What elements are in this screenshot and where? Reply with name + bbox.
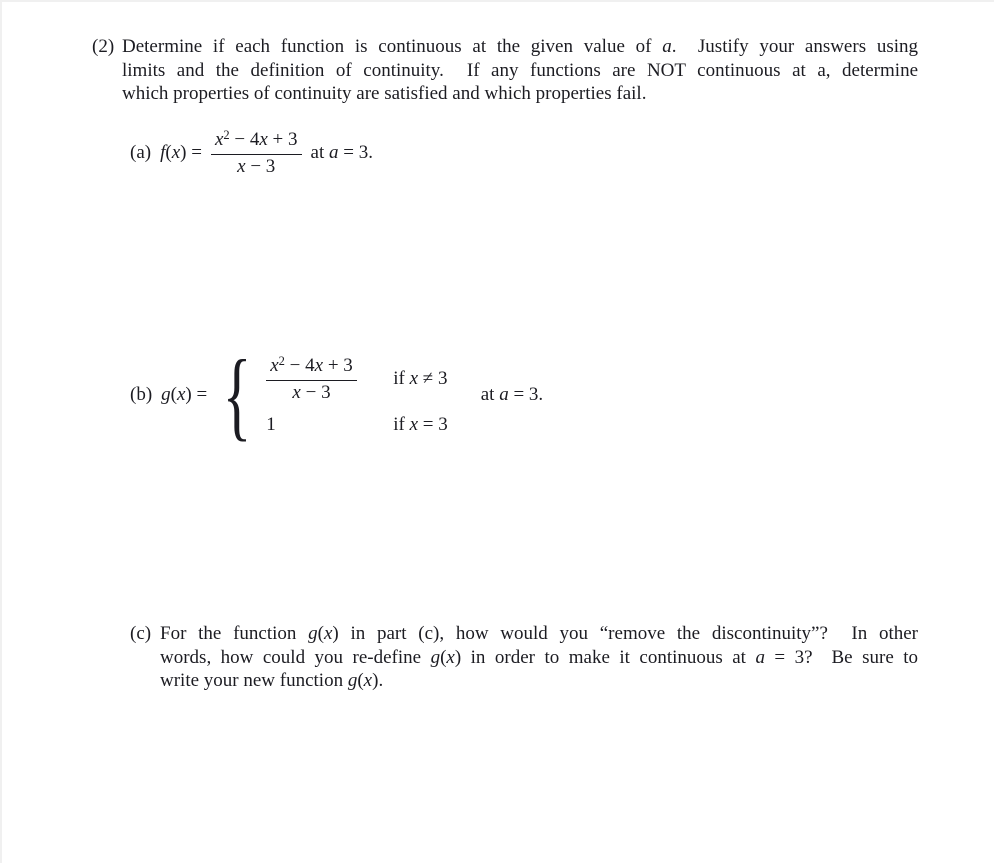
text-run: − 4 (284, 355, 315, 377)
text-run: g (347, 670, 358, 691)
case-1-fraction (266, 354, 357, 405)
piecewise-brace: { (222, 338, 252, 450)
statement-line-3 (122, 82, 918, 106)
text-run: limits and the definition of continuity. If any functions are NOT continuous at a, determine (122, 59, 918, 81)
text-run: a (499, 383, 509, 405)
text-run: f (160, 142, 166, 164)
text-run: ) (332, 623, 339, 644)
text-run: at (480, 383, 500, 405)
problem-statement-text (122, 35, 918, 106)
text-run: a (662, 36, 672, 57)
text-run: + 3 (323, 355, 353, 377)
text-run: − 3 (245, 156, 276, 178)
statement-line-1 (122, 35, 918, 59)
text-run: . Justify your answers using (671, 36, 918, 57)
text-run: in part (c), how would you “remove the discontinuity”? In other (338, 623, 918, 644)
text-run: x (363, 670, 373, 691)
part-a-label: (a) (130, 142, 152, 164)
part-c-label: (c) (130, 623, 152, 644)
problem-statement (92, 35, 918, 106)
text-run: a (328, 142, 339, 164)
text-run: = 3. (338, 142, 373, 164)
case-2-condition (393, 414, 448, 436)
text-run: ( (317, 623, 324, 644)
text-run: x (237, 156, 246, 178)
part-b (130, 338, 544, 450)
text-run: ( (170, 383, 177, 405)
text-run: x (292, 382, 301, 404)
part-c-line-1 (160, 622, 918, 646)
text-run: ) = (185, 383, 208, 405)
text-run: x (409, 368, 419, 390)
fraction-denominator (266, 380, 357, 404)
case-1-condition (393, 368, 448, 390)
part-a-fraction (211, 128, 302, 179)
text-run: ≠ 3 (418, 368, 448, 390)
piecewise-cases (266, 354, 448, 436)
part-c-line-3 (160, 669, 918, 693)
text-run: 1 (266, 413, 276, 435)
part-b-function-lhs (161, 384, 207, 406)
text-run: which properties of continuity are satisfied and which properties fail. (122, 83, 647, 104)
statement-line-2 (122, 59, 918, 83)
text-run: if (393, 413, 410, 435)
text-run: 2 (278, 354, 285, 368)
text-run: x (446, 646, 455, 668)
text-run: . (378, 670, 384, 691)
text-run: x (171, 142, 181, 164)
fraction-numerator (266, 354, 357, 378)
part-a (130, 128, 373, 179)
text-run: = 3 (418, 413, 448, 435)
text-run: x (259, 129, 268, 151)
text-run: g (308, 623, 318, 644)
part-b-label: (b) (130, 383, 153, 405)
text-run: ) = (180, 142, 202, 164)
fraction-denominator (211, 154, 302, 178)
text-run: − 3 (300, 382, 331, 404)
part-b-at-value (481, 384, 543, 406)
case-2-value (266, 414, 276, 436)
text-run: x (214, 129, 224, 151)
part-c-text (160, 622, 918, 693)
text-run: a (755, 646, 765, 668)
text-run: ) (372, 670, 379, 691)
fraction-numerator (211, 128, 302, 152)
text-run: x (409, 413, 419, 435)
text-run: Determine if each function is continuous at the given value of (122, 36, 663, 57)
text-run: = 3. (508, 383, 544, 405)
text-run: For the function (160, 623, 309, 644)
text-run: g (430, 646, 441, 668)
text-run: ) (454, 646, 462, 668)
text-run: x (270, 355, 279, 377)
problem-number: (2) (92, 36, 115, 57)
text-run: words, how could you re-define (160, 646, 431, 668)
text-run: if (393, 368, 410, 390)
text-run: x (176, 383, 186, 405)
part-a-function-lhs (160, 142, 202, 164)
text-run: ( (357, 670, 364, 691)
part-c-line-2 (160, 646, 918, 670)
text-run: write your new function (160, 670, 348, 691)
text-run: 2 (223, 128, 230, 142)
part-c (130, 622, 918, 693)
text-run: − 4 (229, 129, 260, 151)
text-run: x (314, 355, 324, 377)
text-run: in order to make it continuous at (461, 646, 756, 668)
text-run: g (161, 383, 171, 405)
text-run: ( (165, 142, 172, 164)
text-run: x (323, 623, 333, 644)
text-run: ( (440, 646, 447, 668)
part-a-at-value (311, 142, 373, 164)
text-run: at (310, 142, 329, 164)
text-run: + 3 (267, 129, 298, 151)
text-run: = 3? Be sure to (764, 646, 919, 668)
